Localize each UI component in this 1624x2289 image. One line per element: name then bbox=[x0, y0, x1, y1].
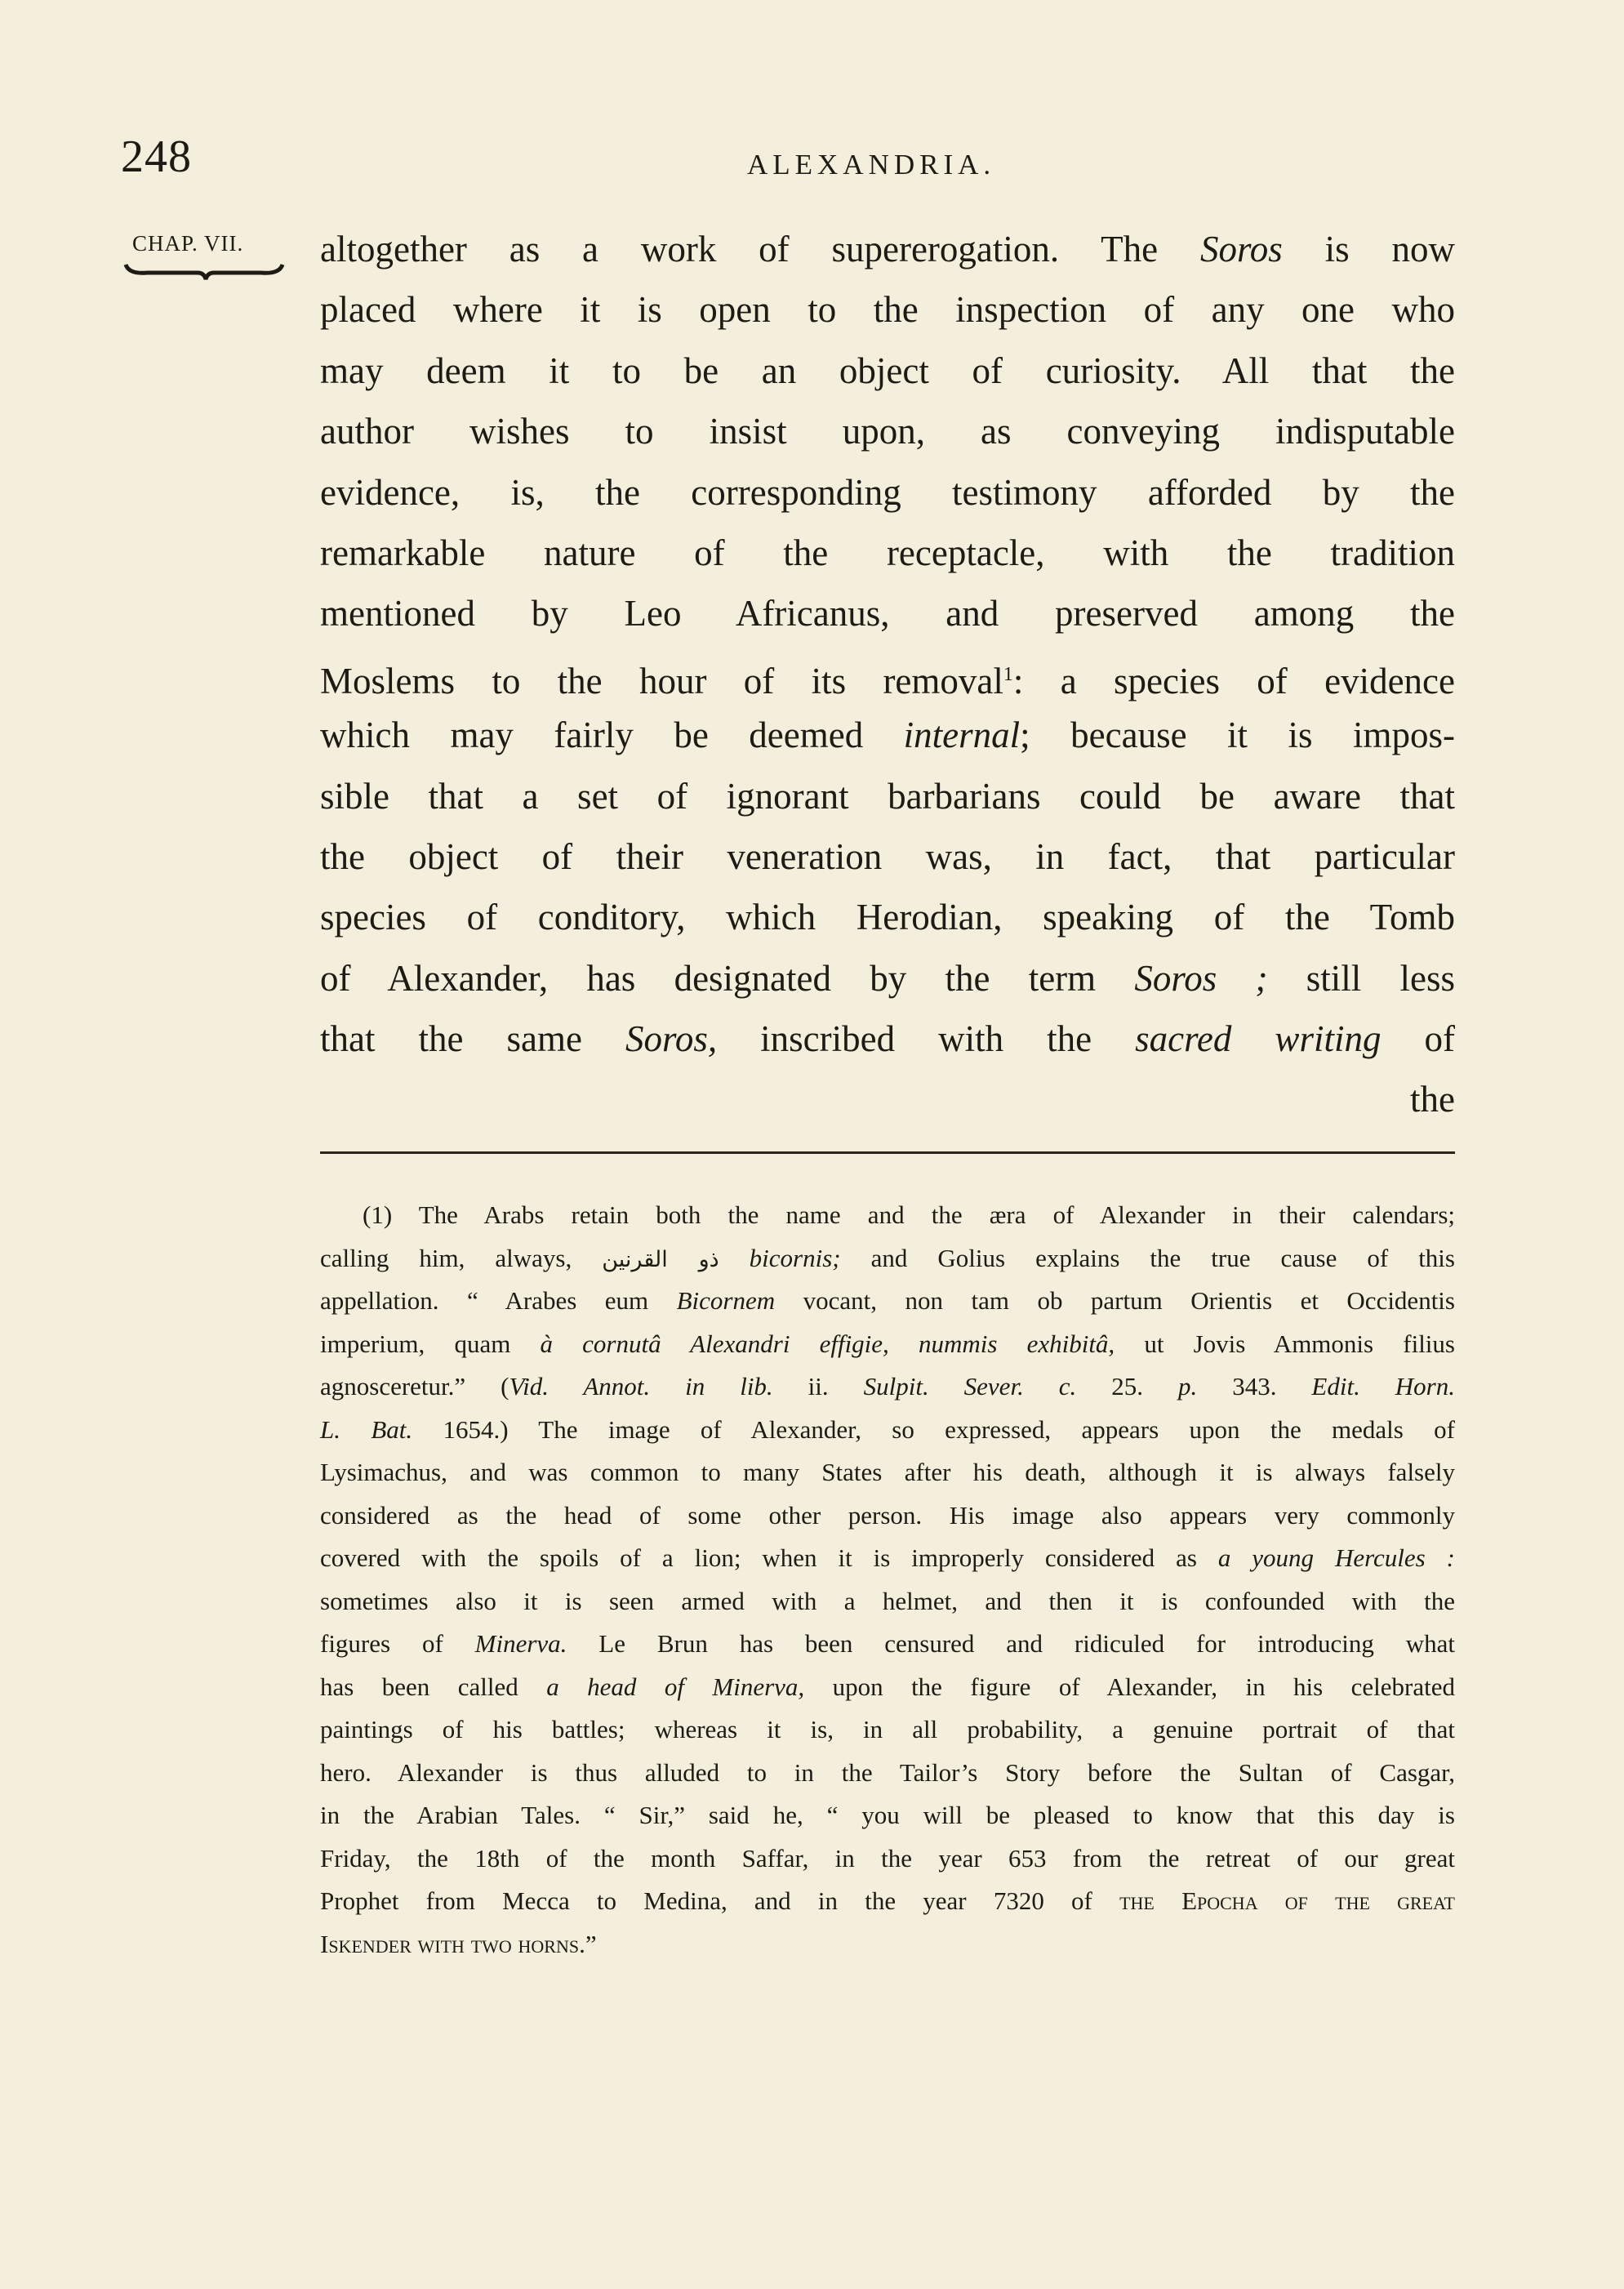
footnote-line: in the Arabian Tales. “ Sir,” said he, “ you will be pleased to know that this day is bbox=[320, 1801, 1455, 1829]
body-line: evidence, is, the corresponding testimony afforded by the bbox=[320, 471, 1455, 513]
footnote-line: L. Bat. 1654.) The image of Alexander, so expressed, appears upon the medals of bbox=[320, 1414, 1455, 1444]
body-line: Moslems to the hour of its removal$^1$: a species of evidence bbox=[320, 660, 1455, 701]
footnote-line: Prophet from Mecca to Medina, and in the year 7320 of the Epocha of the great bbox=[320, 1886, 1455, 1915]
body-line: species of conditory, which Herodian, speaking of the Tomb bbox=[320, 897, 1455, 938]
chapter-brace-ornament bbox=[122, 260, 286, 281]
footnote-line: sometimes also it is seen armed with a helmet, and then it is confounded with the bbox=[320, 1586, 1455, 1615]
body-line: placed where it is open to the inspection of any one who bbox=[320, 289, 1455, 331]
footnote-line: Friday, the 18th of the month Saffar, in the year 653 from the retreat of our great bbox=[320, 1843, 1455, 1873]
footnote-line: figures of Minerva. Le Brun has been censured and ridiculed for introducing what bbox=[320, 1629, 1456, 1658]
chapter-label: CHAP. VII. bbox=[132, 231, 244, 256]
body-text bbox=[320, 219, 1455, 1130]
body-line: mentioned by Leo Africanus, and preserved among the bbox=[320, 593, 1455, 635]
footnote bbox=[320, 1194, 1455, 1966]
body-line: the object of their veneration was, in fact, that particular bbox=[320, 835, 1455, 877]
footnote-line: Iskender with two horns.” bbox=[320, 1929, 597, 1958]
arabic-text: ذو القرنين bbox=[602, 1246, 719, 1272]
footnote-line: Lysimachus, and was common to many States after his death, although it is always falsely bbox=[320, 1458, 1455, 1486]
catchword: the bbox=[1410, 1079, 1455, 1120]
footnote-line: calling him, always, ذو القرنين bicornis; and Golius explains the true cause of this bbox=[320, 1243, 1455, 1272]
footnote-line: (1) The Arabs retain both the name and the æra of Alexander in their calendars; bbox=[363, 1200, 1455, 1229]
body-line: may deem it to be an object of curiosity. All that the bbox=[320, 350, 1455, 391]
body-line: author wishes to insist upon, as conveying indisputable bbox=[320, 411, 1455, 452]
footnote-line: appellation. “ Arabes eum Bicornem vocant, non tam ob partum Orientis et Occidentis bbox=[320, 1286, 1455, 1315]
running-head: ALEXANDRIA. bbox=[747, 149, 996, 180]
page-number: 248 bbox=[121, 131, 192, 182]
body-line: sible that a set of ignorant barbarians could be aware that bbox=[320, 775, 1455, 817]
body-line: altogether as a work of supererogation. The Soros is now bbox=[320, 229, 1455, 269]
footnote-line: covered with the spoils of a lion; when it is improperly considered as a young Hercules : bbox=[320, 1543, 1455, 1572]
body-line: of Alexander, has designated by the term Soros ; still less bbox=[320, 957, 1456, 999]
footnote-rule bbox=[320, 1151, 1455, 1154]
footnote-line: considered as the head of some other person. His image also appears very commonly bbox=[320, 1500, 1455, 1530]
body-line: that the same Soros, inscribed with the sacred writing of bbox=[320, 1018, 1455, 1060]
body-line: remarkable nature of the receptacle, with the tradition bbox=[320, 532, 1455, 573]
footnote-line: paintings of his battles; whereas it is, in all probability, a genuine portrait of that bbox=[320, 1715, 1455, 1743]
footnote-line: hero. Alexander is thus alluded to in the Tailor’s Story before the Sultan of Casgar, bbox=[320, 1757, 1455, 1787]
footnote-line: agnosceretur.” (Vid. Annot. in lib. ii. Sulpit. Sever. c. 25. p. 343. Edit. Horn. bbox=[320, 1372, 1456, 1401]
footnote-marker: 1 bbox=[1003, 663, 1013, 685]
body-line: which may fairly be deemed internal; because it is impos- bbox=[320, 715, 1455, 756]
footnote-line: imperium, quam à cornutâ Alexandri effigie, nummis exhibitâ, ut Jovis Ammonis filius bbox=[320, 1329, 1455, 1358]
footnote-line: has been called a head of Minerva, upon the figure of Alexander, in his celebrated bbox=[320, 1672, 1455, 1701]
